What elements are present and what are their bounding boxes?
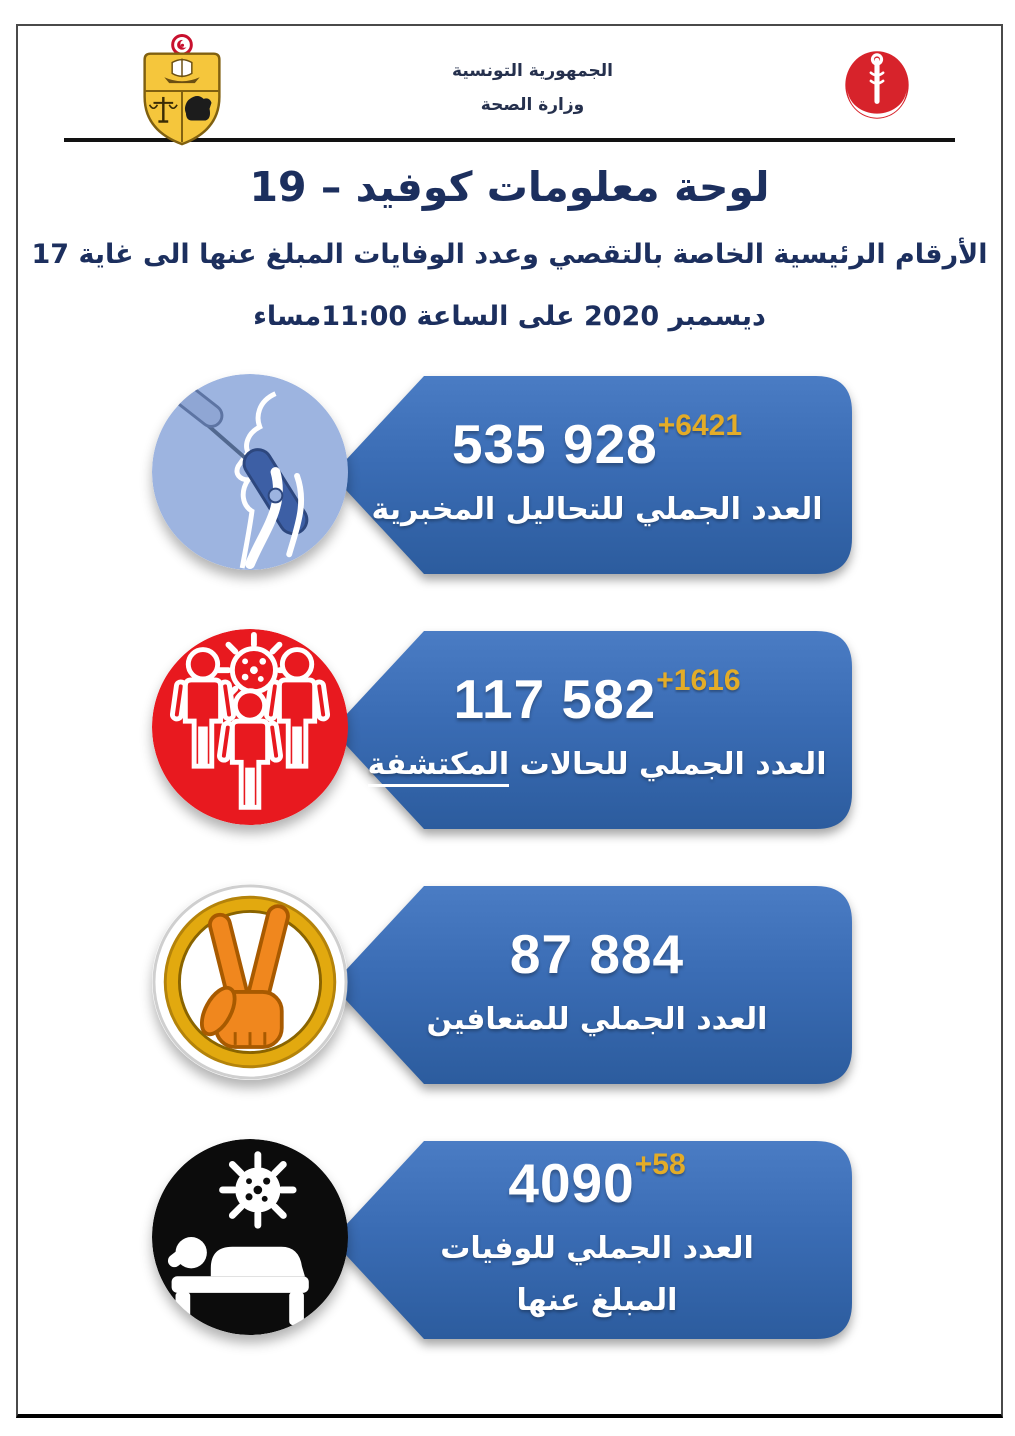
stat-value: 117 582	[453, 668, 657, 730]
page-title: لوحة معلومات كوفيد – 19	[249, 163, 770, 211]
stat-label: العدد الجملي للتحاليل المخبرية	[371, 492, 823, 527]
stat-value-row	[510, 924, 684, 984]
infected-people-icon	[152, 629, 348, 825]
subtitle-line-1: الأرقام الرئيسية الخاصة بالتقصي وعدد الوفايات المبلغ عنها الى غاية 17	[31, 239, 988, 270]
covid-death-icon	[152, 1139, 348, 1335]
page-frame	[16, 24, 1003, 1418]
stat-label: العدد الجملي للوفيات المبلغ عنها	[440, 1231, 754, 1318]
stat-label-underlined: المكتشفة	[368, 747, 510, 787]
stat-increment: +6421	[657, 409, 743, 442]
stat-label: العدد الجملي للمتعافين	[426, 1002, 768, 1037]
tunisia-coat-of-arms-icon	[130, 34, 234, 152]
stat-label	[368, 739, 827, 791]
government-name: الجمهورية التونسية	[452, 61, 613, 81]
stat-card-cases	[152, 629, 892, 829]
stat-value: 87 884	[509, 923, 685, 985]
nasal-swab-icon	[152, 374, 348, 570]
banner-content	[352, 1141, 842, 1339]
ministry-name: وزارة الصحة	[480, 95, 585, 115]
government-block	[452, 54, 613, 122]
header	[18, 26, 1001, 132]
stat-label-prefix: العدد الجملي للحالات	[509, 747, 827, 782]
banner-content	[352, 631, 842, 829]
stat-value-row	[453, 664, 741, 730]
stat-card-tests	[152, 374, 892, 574]
stat-increment: +1616	[656, 664, 741, 697]
stat-card-recovered	[152, 884, 892, 1084]
stat-value-row	[508, 1148, 686, 1214]
ministry-of-health-icon	[831, 40, 923, 132]
banner-content	[352, 886, 842, 1084]
stats-section	[152, 374, 1001, 1339]
subtitle-line-2: ديسمبر 2020 على الساعة 11:00مساء	[253, 301, 766, 332]
stat-increment: +58	[634, 1148, 686, 1181]
stat-value: 4090	[508, 1152, 635, 1214]
subtitle	[18, 224, 1001, 348]
victory-hand-icon	[152, 884, 348, 1080]
stat-value: 535 928	[451, 413, 658, 475]
stat-value-row	[451, 409, 743, 475]
stat-card-deaths	[152, 1139, 892, 1339]
banner-content	[352, 376, 842, 574]
